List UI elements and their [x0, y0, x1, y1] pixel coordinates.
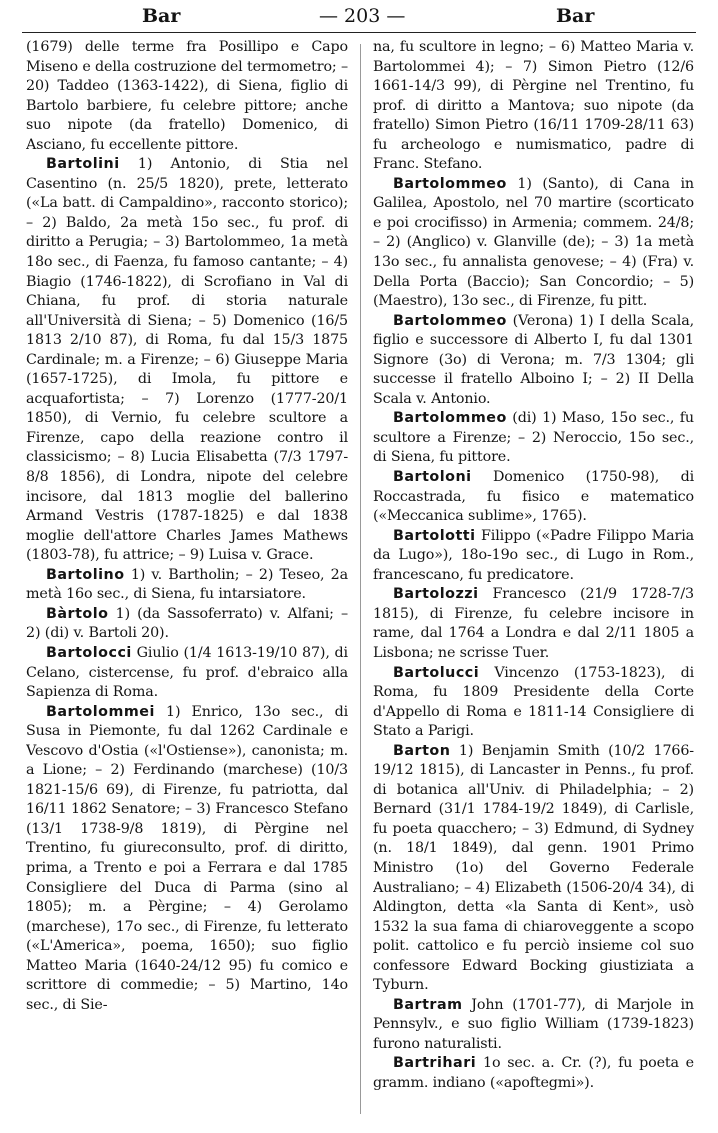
- entry-text: Filippo («Padre Filippo Maria da Lugo»), 18o-19o sec., di Lugo in Rom., francescano, fu predicatore.: [373, 527, 694, 583]
- entry: [373, 527, 694, 586]
- entry-text: 1o sec. a. Cr. (?), fu poeta e gramm. indiano («apoftegmi»).: [373, 1055, 694, 1091]
- page-header: [22, 2, 696, 33]
- entry: [373, 664, 694, 742]
- entry-headword: Bartolocci: [46, 644, 132, 661]
- entry-text: (di) 1) Maso, 15o sec., fu scultore a Firenze; – 2) Neroccio, 15o sec., di Siena, fu pittore.: [373, 410, 694, 466]
- entry-text: John (1701-77), di Marjole in Pennsylv., e suo figlio William (1739-1823) furono naturalisti.: [373, 996, 694, 1052]
- header-guide-word-right: Bar: [556, 5, 595, 27]
- entry-headword: Bartolotti: [393, 527, 476, 544]
- entry-continuation: na, fu scultore in legno; – 6) Matteo Maria v. Bartolommei 4); – 7) Simon Pietro (12/6 1661-14/3 99), di Pèrgine nel Trentino, fu prof. di diritto a Mantova; suo nipote (da fratello) Simon Pietro (16/11 1709-28/11 63) fu archeologo e numismatico, padre di Franc. Stefano.: [373, 39, 694, 173]
- column-right: [373, 38, 694, 1128]
- entry-headword: Bàrtolo: [46, 605, 109, 622]
- entry-headword: Bartolommeo: [393, 175, 507, 192]
- column-left: [26, 38, 348, 1128]
- entry-headword: Bartram: [393, 996, 463, 1013]
- entry: [373, 312, 694, 410]
- entry-text: 1) (Santo), di Cana in Galilea, Apostolo, nel 70 martire (scorticato e poi crocifisso) in Armenia; commem. 24/8; – 2) (Anglico) v. Glanville (de); – 3) 1a metà 13o sec., fu annalista genovese; – 4) (Fra) v. Della Porta (Baccio); San Concordio; – 5) (Maestro), 13o sec., di Firenze, fu pitt.: [373, 175, 694, 310]
- entry-headword: Bartrihari: [393, 1055, 477, 1072]
- entry-text: 1) Antonio, di Stia nel Casentino (n. 25/5 1820), prete, letterato («La batt. di Campaldino», racconto storico); – 2) Baldo, 2a metà 15o sec., fu prof. di diritto a Perugia; – 3) Bartolommeo, 1a metà 18o sec., di Faenza, fu famoso cantante; – 4) Biagio (1746-1822), di Scrofiano in Val di Chiana, fu prof. di storia naturale all'Università di Siena; – 5) Domenico (16/5 1813 2/10 87), di Roma, fu dal 15/3 1875 Cardinale; m. a Firenze; – 6) Giuseppe Maria (1657-1725), di Imola, fu pittore e acquafortista; – 7) Lorenzo (1777-20/1 1850), di Vernio, fu celebre scultore a Firenze, capo della reazione contro il classicismo; – 8) Lucia Elisabetta (7/3 1797-8/8 1856), di Londra, nipote del celebre incisore, dal 1813 moglie del ballerino Armand Vestris (1787-1825) e dal 1838 moglie dell'attore Charles James Mathews (1803-78), fu attrice; – 9) Luisa v. Grace.: [26, 156, 348, 564]
- entry-text: (Verona) 1) I della Scala, figlio e successore di Alberto I, fu dal 1301 Signore (3o) di Verona; m. 7/3 1304; gli successe il fratello Alboino I; – 2) II Della Scala v. Antonio.: [373, 312, 694, 407]
- entry-headword: Bartolommei: [46, 703, 155, 720]
- entry: [26, 155, 348, 565]
- entry-text: Domenico (1750-98), di Roccastrada, fu fisico e matematico («Meccanica sublime», 1765).: [373, 469, 694, 525]
- entry-headword: Bartolommeo: [393, 410, 507, 427]
- header-guide-word-left: Bar: [142, 5, 181, 27]
- entry-text: Vincenzo (1753-1823), di Roma, fu 1809 Presidente della Corte d'Appello di Roma e 1811-14 Consigliere di Stato a Parigi.: [373, 664, 694, 740]
- entry-headword: Bartoloni: [393, 469, 472, 486]
- entry: [373, 175, 694, 312]
- entry-headword: Bartolucci: [393, 664, 480, 681]
- entry-text: 1) Enrico, 13o sec., di Susa in Piemonte, fu dal 1262 Cardinale e Vescovo d'Ostia («l'Ostiense»), canonista; m. a Lione; – 2) Ferdinando (marchese) (10/3 1821-15/6 69), di Firenze, fu patriotta, dal 16/11 1862 Senatore; – 3) Francesco Stefano (13/1 1738-9/8 1819), di Pèrgine nel Trentino, fu giureconsulto, prof. di diritto, prima, a Trento e poi a Ferrara e dal 1785 Consigliere del Duca di Parma (sino al 1805); m. a Pèrgine; – 4) Gerolamo (marchese), 17o sec., di Firenze, fu letterato («L'America», poema, 1650); suo figlio Matteo Maria (1640-24/12 95) fu comico e scrittore di commedie; – 5) Martino, 14o sec., di Sie-: [26, 703, 348, 1013]
- entry-headword: Barton: [393, 742, 451, 759]
- entry: [26, 605, 348, 644]
- entry-headword: Bartolommeo: [393, 312, 507, 329]
- entry-text: 1) v. Bartholin; – 2) Teseo, 2a metà 16o sec., di Siena, fu intarsiatore.: [26, 566, 348, 603]
- entry: [373, 996, 694, 1055]
- entry: [26, 703, 348, 1016]
- entry-text: 1) Benjamin Smith (10/2 1766-19/12 1815), di Lancaster in Penns., fu prof. di botanica all'Univ. di Philadelphia; – 2) Bernard (31/1 1784-19/2 1849), di Carlisle, fu poeta quacchero; – 3) Edmund, di Sydney (n. 18/1 1849), dal genn. 1901 Primo Ministro (1o) del Governo Federale Australiano; – 4) Elizabeth (1506-20/4 34), di Aldington, detta «la Santa di Kent», usò 1532 la sua fama di chiaroveggente a scopo polit. cattolico e fu perciò insieme col suo confessore Edward Bocking giustiziata a Tyburn.: [373, 742, 694, 994]
- page-number: — 203 —: [319, 5, 406, 27]
- entry-continuation: (1679) delle terme fra Posillipo e Capo Miseno e della costruzione del termometro; – 20) Taddeo (1363-1422), di Siena, figlio di Bartolo barbiere, fu celebre pittore; anche suo nipote (da fratello) Domenico, di Asciano, fu eccellente pittore.: [26, 39, 348, 153]
- entry: [373, 742, 694, 996]
- entry-text: Francesco (21/9 1728-7/3 1815), di Firenze, fu celebre incisore in rame, dal 1764 a Londra e dal 2/11 1805 a Lisbona; ne scrisse Tuer.: [373, 586, 694, 661]
- entry: [26, 566, 348, 605]
- entry: [373, 585, 694, 663]
- entry: [373, 409, 694, 468]
- columns: [0, 38, 718, 1128]
- entry-headword: Bartolozzi: [393, 586, 479, 603]
- entry-text: Giulio (1/4 1613-19/10 87), di Celano, cistercense, fu prof. d'ebraico alla Sapienza di Roma.: [26, 644, 348, 701]
- entry: [26, 644, 348, 703]
- entry: [373, 1054, 694, 1093]
- entry-text: 1) (da Sassoferrato) v. Alfani; – 2) (di) v. Bartoli 20).: [26, 605, 348, 642]
- entry: [373, 468, 694, 527]
- entry-headword: Bartolini: [46, 156, 120, 173]
- entry-headword: Bartolino: [46, 566, 125, 583]
